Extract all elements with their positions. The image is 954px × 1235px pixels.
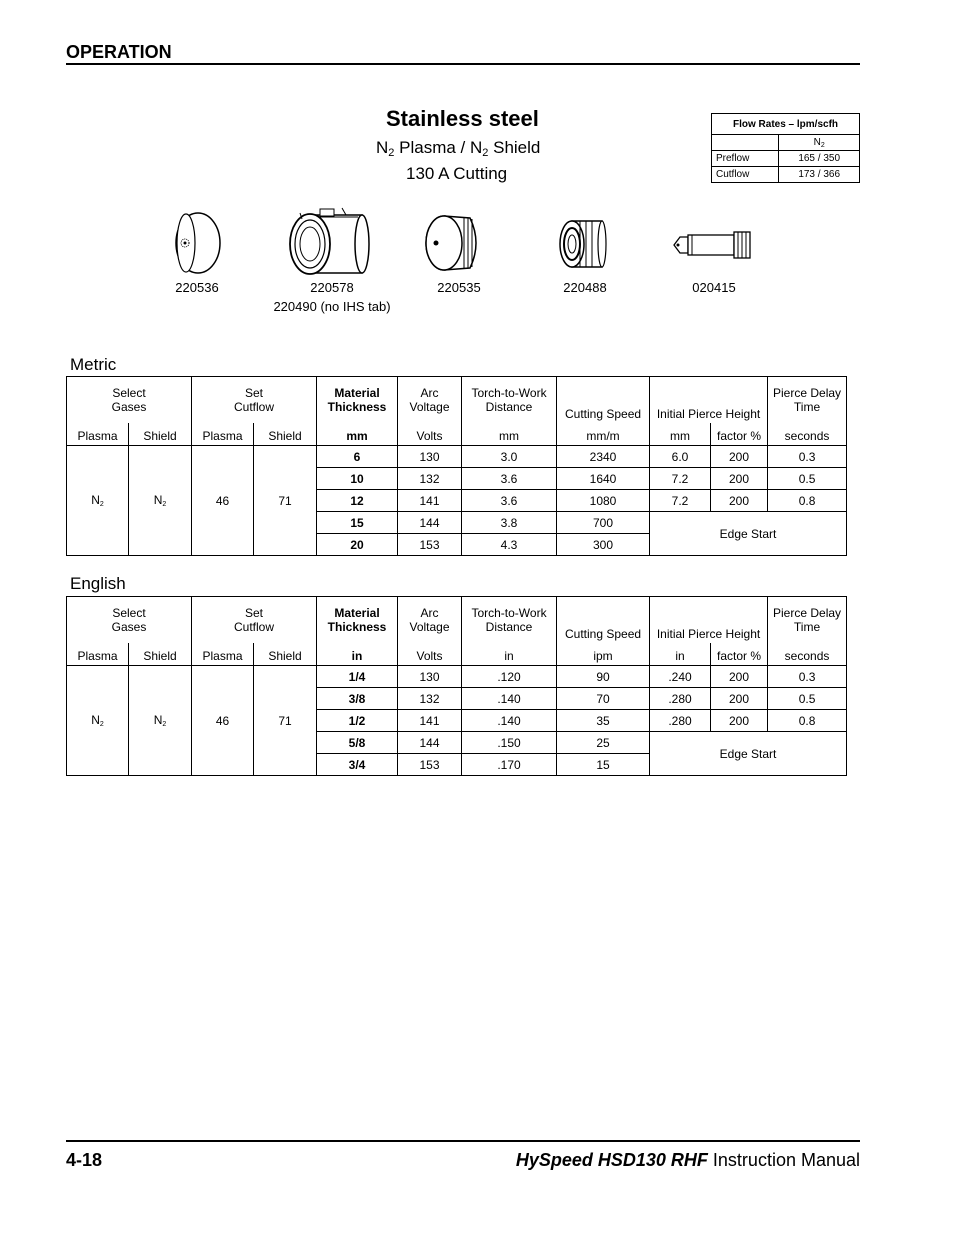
shield-icon: [172, 210, 224, 276]
part-number: 020415: [692, 280, 736, 295]
part-number: 220578: [310, 280, 354, 295]
english-table: Select Gases Set Cutflow Material Thickness Arc Voltage Torch-to-Work Distance Cutting Speed Initial Pierce Height Pierce Delay Time Plasma Shield Plasma Shield in Volts in ipm in factor % seconds $N_2$ $N_2$ 46 71 1/4 130 .120 90 .240 200 0.3 3/8 132 .140 70 .280 200 0.5 1/2 141 .140 35 .280 200 0.8 5/8 144 .150 25 Edge Start 3/4 153 .170 15: [66, 596, 847, 776]
nozzle-icon: [424, 213, 486, 273]
part-number: 220488: [563, 280, 607, 295]
manual-title: HySpeed HSD130 RHF Instruction Manual: [515, 1150, 860, 1170]
flow-rates-table: Flow Rates – lpm/scfh $N_2$ Preflow 165 / 350 Cutflow 173 / 366: [711, 113, 860, 183]
footer-rule: [66, 1140, 860, 1142]
part-number: 220536: [175, 280, 219, 295]
electrode-icon: [670, 230, 754, 260]
swirl-ring-icon: [558, 218, 608, 270]
gas-subtitle: $N_2$ Plasma / $N_2$ Shield: [376, 138, 541, 159]
retaining-cap-icon: [284, 207, 372, 277]
part-number: 220535: [437, 280, 481, 295]
header-rule: [66, 63, 860, 65]
current-subtitle: 130 A Cutting: [406, 164, 508, 183]
english-label: English: [70, 574, 126, 593]
metric-table: Select Gases Set Cutflow Material Thickness Arc Voltage Torch-to-Work Distance Cutting Speed Initial Pierce Height Pierce Delay Time Plasma Shield Plasma Shield mm Volts mm mm/m mm factor % seconds $N_2$ $N_2$ 46 71 6 130 3.0 2340 6.0 200 0.3 10 132 3.6 1640 7.2 200 0.5 12 141 3.6 1080 7.2 200 0.8 15 144 3.8 700 Edge Start 20 153 4.3 300: [66, 376, 847, 556]
page-number: 4-18: [66, 1150, 103, 1170]
section-header: OPERATION: [66, 42, 172, 62]
metric-label: Metric: [70, 355, 117, 374]
page-title: Stainless steel: [386, 106, 539, 131]
part-note: 220490 (no IHS tab): [273, 299, 391, 314]
